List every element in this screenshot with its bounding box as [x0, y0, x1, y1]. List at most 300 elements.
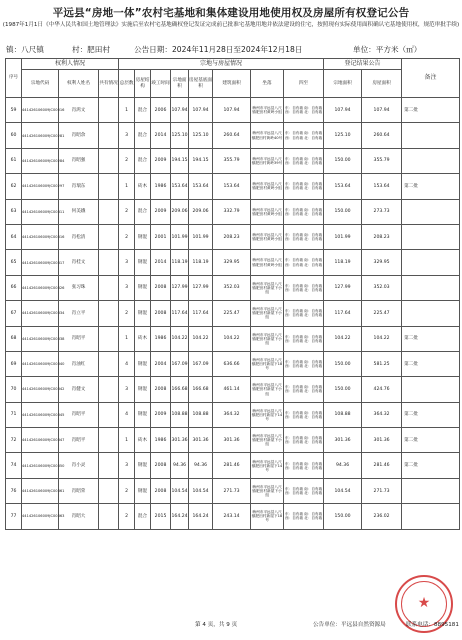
cell-remark: [402, 478, 460, 503]
cell-structure: 砖木: [135, 326, 151, 351]
cell-base-area: 167.09: [189, 351, 213, 376]
cell-structure: 砖木: [135, 428, 151, 453]
cell-base-area: 209.06: [189, 199, 213, 224]
cell-remark: 第二批: [402, 174, 460, 199]
cell-structure: 钢混: [135, 402, 151, 427]
header-reg-land-area: 宗地面积: [324, 70, 362, 98]
header-share: 共有情况: [99, 70, 119, 98]
header-remark: 备注: [402, 59, 460, 98]
cell-base-area: 104.54: [189, 478, 213, 503]
table-row: [6, 250, 460, 275]
cell-base-area: 117.64: [189, 301, 213, 326]
cell-reg-house-area: 355.79: [362, 148, 402, 173]
cell-share: [99, 301, 119, 326]
cell-location: 梅州市平远县八尺镇肥田村新屋下14号: [251, 402, 284, 427]
cell-share: [99, 148, 119, 173]
cell-land-area: 117.64: [171, 301, 189, 326]
cell-base-area: 101.99: [189, 224, 213, 249]
cell-share: [99, 123, 119, 148]
cell-reg-house-area: 153.64: [362, 174, 402, 199]
cell-boundary: 东：自有墙 南：自有墙 西：自有墙 北：自有墙: [284, 504, 324, 529]
cell-share: [99, 478, 119, 503]
header-boundary: 四至: [284, 70, 324, 98]
cell-reg-house-area: 581.25: [362, 351, 402, 376]
cell-completed-year: 2004: [151, 351, 171, 376]
header-structure: 房屋结构: [135, 70, 151, 98]
cell-seq: 69: [6, 351, 22, 376]
cell-total-floors: 3: [119, 453, 135, 478]
cell-location: 梅州市平远县八尺镇肥田村新屋下小组: [251, 478, 284, 503]
cell-location: 梅州市平远县八尺镇肥田村新屋下小组: [251, 428, 284, 453]
cell-land-area: 194.15: [171, 148, 189, 173]
cell-total-floors: 3: [119, 275, 135, 300]
cell-reg-land-area: 118.19: [324, 250, 362, 275]
cell-share: [99, 224, 119, 249]
cell-completed-year: 2014: [151, 123, 171, 148]
cell-completed-year: 2009: [151, 148, 171, 173]
cell-reg-house-area: 273.73: [362, 199, 402, 224]
cell-build-area: 107.94: [213, 98, 251, 123]
cell-structure: 钢混: [135, 250, 151, 275]
cell-completed-year: 1986: [151, 326, 171, 351]
cell-share: [99, 199, 119, 224]
cell-reg-house-area: 301.36: [362, 428, 402, 453]
cell-completed-year: 2008: [151, 478, 171, 503]
cell-total-floors: 2: [119, 199, 135, 224]
cell-base-area: 125.10: [189, 123, 213, 148]
cell-parcel-code: 441426106009JC00281: [22, 123, 59, 148]
cell-base-area: 164.24: [189, 504, 213, 529]
town-label: 镇：八尺镇: [6, 45, 44, 54]
cell-location: 梅州市平远县八尺镇肥田村黄岭小组: [251, 199, 284, 224]
header-build-area: 建筑面积: [213, 70, 251, 98]
table-row: [6, 478, 460, 503]
table-row: [6, 377, 460, 402]
cell-total-floors: 2: [119, 504, 135, 529]
cell-build-area: 153.64: [213, 174, 251, 199]
cell-remark: 第二批: [402, 98, 460, 123]
cell-completed-year: 2009: [151, 199, 171, 224]
cell-reg-house-area: 281.46: [362, 453, 402, 478]
cell-boundary: 东：自有墙 南：自有墙 西：自有墙 北：自有墙: [284, 402, 324, 427]
cell-build-area: 243.14: [213, 504, 251, 529]
table-row: [6, 199, 460, 224]
cell-location: 梅州市平远县八尺镇肥田村黄岭40号: [251, 123, 284, 148]
cell-total-floors: 1: [119, 98, 135, 123]
cell-remark: [402, 199, 460, 224]
cell-build-area: 208.23: [213, 224, 251, 249]
cell-land-area: 301.36: [171, 428, 189, 453]
contact-phone: 联系电话：8895181: [406, 622, 459, 628]
cell-seq: 72: [6, 428, 22, 453]
cell-total-floors: 2: [119, 478, 135, 503]
cell-holder-name: 肖立平: [59, 301, 99, 326]
cell-seq: 70: [6, 377, 22, 402]
cell-boundary: 东：自有墙 南：自有墙 西：自有墙 北：自有墙: [284, 453, 324, 478]
cell-seq: 68: [6, 326, 22, 351]
cell-holder-name: 肖鸿文: [59, 98, 99, 123]
cell-holder-name: 肖桂文: [59, 250, 99, 275]
table-row: [6, 148, 460, 173]
cell-reg-land-area: 101.99: [324, 224, 362, 249]
cell-remark: [402, 148, 460, 173]
cell-build-area: 225.47: [213, 301, 251, 326]
cell-total-floors: 3: [119, 250, 135, 275]
cell-seq: 76: [6, 478, 22, 503]
header-parcel-code: 宗地代码: [22, 70, 59, 98]
cell-total-floors: 2: [119, 301, 135, 326]
cell-boundary: 东：自有墙 南：自有墙 西：自有墙 北：自有墙: [284, 275, 324, 300]
cell-share: [99, 428, 119, 453]
cell-holder-name: 肖小灵: [59, 453, 99, 478]
cell-land-area: 166.68: [171, 377, 189, 402]
cell-boundary: 东：自有墙 南：自有墙 西：自有墙 北：自有墙: [284, 301, 324, 326]
cell-reg-land-area: 104.54: [324, 478, 362, 503]
cell-holder-name: 肖瑞东: [59, 174, 99, 199]
cell-location: 梅州市平远县八尺镇肥田村黄岭小组: [251, 98, 284, 123]
cell-total-floors: 2: [119, 148, 135, 173]
cell-structure: 钢混: [135, 453, 151, 478]
cell-reg-land-area: 125.10: [324, 123, 362, 148]
cell-land-area: 127.99: [171, 275, 189, 300]
cell-seq: 64: [6, 224, 22, 249]
cell-land-area: 104.54: [171, 478, 189, 503]
header-base-area: 房屋基底面积: [189, 70, 213, 98]
cell-total-floors: 2: [119, 224, 135, 249]
cell-holder-name: 肖松清: [59, 224, 99, 249]
cell-parcel-code: 441426106009JC00361: [22, 478, 59, 503]
cell-location: 梅州市平远县八尺镇肥田村黄岭小组: [251, 224, 284, 249]
cell-build-area: 271.73: [213, 478, 251, 503]
cell-remark: 第二批: [402, 402, 460, 427]
cell-share: [99, 275, 119, 300]
cell-location: 梅州市平远县八尺镇肥田村新屋下18号: [251, 351, 284, 376]
cell-reg-house-area: 208.23: [362, 224, 402, 249]
cell-reg-land-area: 150.00: [324, 504, 362, 529]
cell-land-area: 101.99: [171, 224, 189, 249]
cell-boundary: 东：自有墙 南：自有墙 西：自有墙 北：自有墙: [284, 351, 324, 376]
table-row: [6, 275, 460, 300]
cell-reg-land-area: 150.00: [324, 351, 362, 376]
cell-reg-house-area: 364.32: [362, 402, 402, 427]
cell-reg-land-area: 150.00: [324, 148, 362, 173]
cell-build-area: 355.79: [213, 148, 251, 173]
cell-remark: [402, 301, 460, 326]
cell-completed-year: 1986: [151, 428, 171, 453]
cell-parcel-code: 441426106009JC00345: [22, 402, 59, 427]
cell-reg-land-area: 104.22: [324, 326, 362, 351]
page-title: 平远县“房地一体”农村宅基地和集体建设用地使用权及房屋所有权登记公告: [52, 7, 410, 19]
cell-seq: 74: [6, 453, 22, 478]
table-row: [6, 453, 460, 478]
cell-remark: [402, 123, 460, 148]
cell-total-floors: 1: [119, 428, 135, 453]
cell-build-area: 260.64: [213, 123, 251, 148]
cell-base-area: 194.15: [189, 148, 213, 173]
cell-boundary: 东：自有墙 南：自有墙 西：自有墙 北：自有墙: [284, 250, 324, 275]
cell-total-floors: 3: [119, 377, 135, 402]
cell-holder-name: 张习珠: [59, 275, 99, 300]
cell-land-area: 164.24: [171, 504, 189, 529]
cell-seq: 60: [6, 123, 22, 148]
cell-reg-land-area: 150.00: [324, 199, 362, 224]
cell-reg-land-area: 107.94: [324, 98, 362, 123]
table-row: [6, 301, 460, 326]
header-name: 权利人姓名: [59, 70, 99, 98]
cell-holder-name: 肖健文: [59, 377, 99, 402]
table-row: [6, 98, 460, 123]
cell-location: 梅州市平远县八尺镇肥田村新屋下小组: [251, 275, 284, 300]
cell-boundary: 东：自有墙 南：自有墙 西：自有墙 北：自有墙: [284, 377, 324, 402]
cell-parcel-code: 441426106009JC00334: [22, 301, 59, 326]
cell-holder-name: 肖昭强: [59, 148, 99, 173]
cell-land-area: 108.88: [171, 402, 189, 427]
cell-parcel-code: 441426106009JC00016: [22, 98, 59, 123]
cell-seq: 59: [6, 98, 22, 123]
cell-seq: 63: [6, 199, 22, 224]
cell-parcel-code: 441426106009JC00311: [22, 199, 59, 224]
cell-boundary: 东：自有墙 南：自有墙 西：自有墙 北：自有墙: [284, 478, 324, 503]
cell-structure: 钢混: [135, 224, 151, 249]
cell-boundary: 东：自有墙 南：自有墙 西：自有墙 北：自有墙: [284, 428, 324, 453]
cell-boundary: 东：自有墙 南：自有墙 西：自有墙 北：自有墙: [284, 148, 324, 173]
cell-remark: [402, 250, 460, 275]
cell-remark: 第二批: [402, 428, 460, 453]
cell-share: [99, 98, 119, 123]
cell-structure: 钢混: [135, 377, 151, 402]
cell-base-area: 127.99: [189, 275, 213, 300]
header-land-house: 宗地与房屋情况: [119, 59, 324, 70]
notice-period: 公告日期：2024年11月28日至2024年12月18日: [134, 45, 303, 54]
cell-base-area: 94.36: [189, 453, 213, 478]
cell-base-area: 107.94: [189, 98, 213, 123]
cell-completed-year: 2006: [151, 98, 171, 123]
cell-completed-year: 1986: [151, 174, 171, 199]
table-row: [6, 123, 460, 148]
cell-parcel-code: 441426106009JC00317: [22, 250, 59, 275]
table-row: [6, 402, 460, 427]
cell-structure: 混合: [135, 98, 151, 123]
unit-label: 单位：平方米（㎡）: [353, 45, 422, 54]
cell-base-area: 301.36: [189, 428, 213, 453]
cell-holder-name: 肖昭平: [59, 326, 99, 351]
cell-land-area: 167.09: [171, 351, 189, 376]
cell-total-floors: 1: [119, 326, 135, 351]
cell-boundary: 东：自有墙 南：自有墙 西：自有墙 北：自有墙: [284, 326, 324, 351]
cell-location: 梅州市平远县八尺镇肥田村新屋下小组: [251, 377, 284, 402]
cell-completed-year: 2008: [151, 275, 171, 300]
official-seal: ★: [395, 575, 453, 633]
cell-remark: [402, 504, 460, 529]
cell-seq: 67: [6, 301, 22, 326]
cell-reg-house-area: 104.22: [362, 326, 402, 351]
cell-share: [99, 174, 119, 199]
cell-remark: 第二批: [402, 351, 460, 376]
cell-parcel-code: 441426106009JC00363: [22, 504, 59, 529]
cell-reg-house-area: 225.47: [362, 301, 402, 326]
cell-structure: 混合: [135, 199, 151, 224]
cell-remark: 第二批: [402, 453, 460, 478]
cell-land-area: 209.06: [171, 199, 189, 224]
cell-reg-land-area: 150.00: [324, 377, 362, 402]
cell-reg-house-area: 352.03: [362, 275, 402, 300]
cell-location: 梅州市平远县八尺镇肥田村黄岭39号: [251, 148, 284, 173]
cell-base-area: 166.68: [189, 377, 213, 402]
cell-parcel-code: 441426106009JC00340: [22, 351, 59, 376]
page-subtitle: (1987年1月1日《中华人民共和国土地管理法》实施后至农村宅基地确权登记发证完成前已批准宅基地用地并依法建设的住宅，按照现有实际使用面积确认宅基地使用权，规范审批手续): [2, 22, 460, 28]
header-total-floors: 总层数: [119, 70, 135, 98]
cell-completed-year: 2015: [151, 504, 171, 529]
cell-completed-year: 2008: [151, 453, 171, 478]
cell-base-area: 153.64: [189, 174, 213, 199]
table-row: [6, 428, 460, 453]
cell-holder-name: 肖昭大: [59, 504, 99, 529]
cell-share: [99, 402, 119, 427]
issuer: 公告单位：平远县自然资源局: [313, 622, 386, 628]
cell-seq: 65: [6, 250, 22, 275]
cell-reg-house-area: 236.02: [362, 504, 402, 529]
registration-table: [5, 58, 460, 530]
cell-holder-name: 肖昭平: [59, 402, 99, 427]
cell-build-area: 636.66: [213, 351, 251, 376]
cell-boundary: 东：自有墙 南：自有墙 西：自有墙 北：自有墙: [284, 199, 324, 224]
cell-share: [99, 504, 119, 529]
cell-parcel-code: 441426106009JC00297: [22, 174, 59, 199]
header-right-holder: 权利人情况: [22, 59, 119, 70]
cell-total-floors: 1: [119, 174, 135, 199]
cell-share: [99, 377, 119, 402]
cell-reg-house-area: 107.94: [362, 98, 402, 123]
cell-remark: [402, 377, 460, 402]
cell-total-floors: 4: [119, 402, 135, 427]
cell-structure: 钢混: [135, 275, 151, 300]
table-row: [6, 351, 460, 376]
cell-seq: 62: [6, 174, 22, 199]
header-seq: 序号: [6, 59, 22, 98]
cell-reg-house-area: 271.73: [362, 478, 402, 503]
header-reg-house-area: 房屋面积: [362, 70, 402, 98]
cell-boundary: 东：自有墙 南：自有墙 西：自有墙 北：自有墙: [284, 98, 324, 123]
cell-share: [99, 250, 119, 275]
cell-seq: 77: [6, 504, 22, 529]
table-row: [6, 504, 460, 529]
cell-build-area: 329.95: [213, 250, 251, 275]
cell-base-area: 118.19: [189, 250, 213, 275]
cell-seq: 61: [6, 148, 22, 173]
table-row: [6, 326, 460, 351]
cell-base-area: 104.22: [189, 326, 213, 351]
cell-land-area: 118.19: [171, 250, 189, 275]
cell-boundary: 东：自有墙 南：自有墙 西：自有墙 北：自有墙: [284, 174, 324, 199]
page-number: 第 4 页，共 9 页: [195, 622, 238, 628]
cell-location: 梅州市平远县八尺镇肥田村新屋下14号: [251, 453, 284, 478]
header-completed-year: 竣工时间: [151, 70, 171, 98]
header-land-area: 宗地面积: [171, 70, 189, 98]
cell-holder-name: 何美娥: [59, 199, 99, 224]
cell-holder-name: 肖油红: [59, 351, 99, 376]
cell-reg-house-area: 424.76: [362, 377, 402, 402]
cell-parcel-code: 441426106009JC00316: [22, 224, 59, 249]
cell-build-area: 301.36: [213, 428, 251, 453]
cell-reg-land-area: 117.64: [324, 301, 362, 326]
cell-structure: 混合: [135, 148, 151, 173]
table-row: [6, 174, 460, 199]
cell-location: 梅州市平远县八尺镇肥田村新屋下小组: [251, 301, 284, 326]
cell-completed-year: 2009: [151, 402, 171, 427]
cell-seq: 66: [6, 275, 22, 300]
cell-parcel-code: 441426106009JC00284: [22, 148, 59, 173]
cell-remark: [402, 224, 460, 249]
table-row: [6, 224, 460, 249]
cell-structure: 钢混: [135, 301, 151, 326]
cell-location: 梅州市平远县八尺镇肥田村新屋下小组: [251, 326, 284, 351]
cell-boundary: 东：自有墙 南：自有墙 西：自有墙 北：自有墙: [284, 224, 324, 249]
header-location: 坐落: [251, 70, 284, 98]
cell-location: 梅州市平远县八尺镇肥田村新屋下18号: [251, 504, 284, 529]
cell-structure: 钢混: [135, 351, 151, 376]
cell-build-area: 364.32: [213, 402, 251, 427]
cell-completed-year: 2001: [151, 224, 171, 249]
cell-total-floors: 4: [119, 351, 135, 376]
cell-remark: [402, 275, 460, 300]
cell-total-floors: 3: [119, 123, 135, 148]
cell-seq: 71: [6, 402, 22, 427]
cell-completed-year: 2008: [151, 301, 171, 326]
cell-land-area: 104.22: [171, 326, 189, 351]
cell-parcel-code: 441426106009JC00347: [22, 428, 59, 453]
cell-parcel-code: 441426106009JC00342: [22, 377, 59, 402]
cell-structure: 砖木: [135, 174, 151, 199]
cell-holder-name: 肖昭荣: [59, 478, 99, 503]
cell-build-area: 332.79: [213, 199, 251, 224]
cell-land-area: 94.36: [171, 453, 189, 478]
cell-base-area: 108.88: [189, 402, 213, 427]
cell-reg-house-area: 260.64: [362, 123, 402, 148]
cell-build-area: 104.22: [213, 326, 251, 351]
cell-land-area: 107.94: [171, 98, 189, 123]
cell-reg-land-area: 301.36: [324, 428, 362, 453]
cell-completed-year: 2008: [151, 377, 171, 402]
cell-completed-year: 2014: [151, 250, 171, 275]
cell-reg-house-area: 329.95: [362, 250, 402, 275]
cell-share: [99, 326, 119, 351]
cell-parcel-code: 441426106009JC00326: [22, 275, 59, 300]
cell-boundary: 东：自有墙 南：自有墙 西：自有墙 北：自有墙: [284, 123, 324, 148]
table-body: [6, 98, 460, 530]
cell-land-area: 125.10: [171, 123, 189, 148]
cell-holder-name: 肖昭平: [59, 428, 99, 453]
cell-parcel-code: 441426106009JC00338: [22, 326, 59, 351]
village-label: 村：肥田村: [72, 45, 110, 54]
cell-structure: 钢混: [135, 478, 151, 503]
cell-share: [99, 453, 119, 478]
cell-structure: 混合: [135, 504, 151, 529]
cell-parcel-code: 441426106009JC00350: [22, 453, 59, 478]
cell-structure: 混合: [135, 123, 151, 148]
cell-reg-land-area: 153.64: [324, 174, 362, 199]
cell-reg-land-area: 94.36: [324, 453, 362, 478]
cell-holder-name: 肖昭余: [59, 123, 99, 148]
cell-build-area: 461.14: [213, 377, 251, 402]
cell-share: [99, 351, 119, 376]
cell-reg-land-area: 127.99: [324, 275, 362, 300]
cell-build-area: 281.46: [213, 453, 251, 478]
cell-location: 梅州市平远县八尺镇肥田村黄岭小组: [251, 250, 284, 275]
cell-land-area: 153.64: [171, 174, 189, 199]
cell-location: 梅州市平远县八尺镇肥田村黄岭小组: [251, 174, 284, 199]
cell-build-area: 352.03: [213, 275, 251, 300]
cell-reg-land-area: 108.88: [324, 402, 362, 427]
